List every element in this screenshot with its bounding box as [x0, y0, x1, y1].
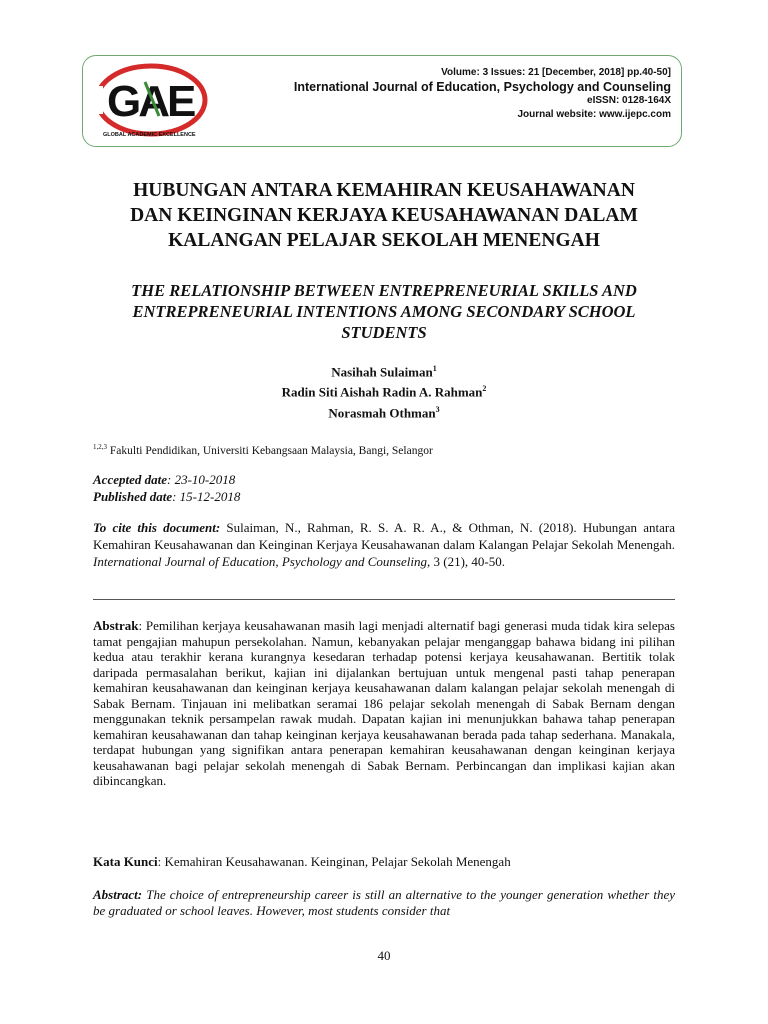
- title-english: [90, 280, 678, 343]
- eissn: eISSN: 0128-164X: [587, 95, 671, 106]
- journal-info: [294, 66, 671, 122]
- title-english-line: ENTREPRENEURIAL INTENTIONS AMONG SECONDARY SCHOOL: [132, 302, 636, 321]
- accepted-date: Accepted date: 23-10-2018: [93, 472, 236, 487]
- volume-info: Volume: 3 Issues: 21 [December, 2018] pp.40-50]: [441, 67, 671, 78]
- journal-name: International Journal of Education, Psychology and Counseling: [293, 80, 671, 94]
- journal-website: Journal website: www.ijepc.com: [517, 109, 671, 120]
- author-list: [90, 360, 678, 421]
- logo-text: GAE: [107, 77, 194, 126]
- title-malay-line: HUBUNGAN ANTARA KEMAHIRAN KEUSAHAWANAN: [133, 180, 635, 201]
- title-english-line: STUDENTS: [341, 323, 427, 342]
- title-malay-line: KALANGAN PELAJAR SEKOLAH MENENGAH: [168, 230, 600, 251]
- logo-subtitle: GLOBAL ACADEMIC EXCELLENCE: [103, 132, 196, 138]
- citation: To cite this document: Sulaiman, N., Rahman, R. S. A. R. A., & Othman, N. (2018). Hubungan antara Kemahiran Keusahawanan dan Keinginan Kerjaya Keusahawanan dalam Kalangan Pelajar Sekolah Menengah. International Journal of Education, Psychology and Counseling, 3 (21), 40-50.: [93, 520, 676, 569]
- title-malay-line: DAN KEINGINAN KERJAYA KEUSAHAWANAN DALAM: [130, 205, 638, 226]
- affiliation: $^{1,2,3}$ Fakulti Pendidikan, Universiti Kebangsaan Malaysia, Bangi, Selangor: [93, 443, 433, 457]
- article-dates: [93, 471, 240, 505]
- abstract-english: Abstract: The choice of entrepreneurship career is still an alternative to the younger generation whether they be graduated or school leaves. However, most students consider that: [93, 887, 675, 918]
- kata-kunci: Kata Kunci: Kemahiran Keusahawanan. Keinginan, Pelajar Sekolah Menengah: [93, 854, 511, 869]
- abstrak-paragraph: Abstrak: Pemilihan kerjaya keusahawanan masih lagi menjadi alternatif bagi generasi muda tidak kira selepas tamat pengajian mahupun persekolahan. Namun, kebanyakan pelajar menganggap bahawa bidang ini pilihan kedua atau terakhir kerana kurangnya kesedaran terhadap potensi kerjaya keusahawanan. Bertitik tolak daripada permasalahan berikut, kajian ini dijalankan bertujuan untuk mengenal pasti tahap penerapan kemahiran keusahawanan dan keinginan kerjaya keusahawanan dalam kalangan pelajar sekolah menengah di Sabak Bernam. Tinjauan ini melibatkan seramai 186 pelajar sekolah menengah di Sabak Bernam dengan menggunakan teknik persampelan rawak mudah. Dapatan kajian ini menunjukkan bahawa tahap penerapan kemahiran keusahawanan dan tahap keinginan kerjaya keusahawanan berada pada tahap sederhana. Manakala, terdapat hubungan yang signifikan antara penerapan kemahiran keusahawanan dengan keinginan kerjaya keusahawanan bagi pelajar sekolah menengah di Sabak Bernam. Perbincangan dan implikasi kajian akan dibincangkan.: [93, 618, 675, 788]
- author: Norasmah Othman$^3$: [328, 404, 440, 420]
- divider: [93, 599, 675, 600]
- gae-logo: [93, 60, 215, 144]
- title-english-line: THE RELATIONSHIP BETWEEN ENTREPRENEURIAL SKILLS AND: [131, 281, 637, 300]
- title-malay: [90, 178, 678, 253]
- published-date: Published date: 15-12-2018: [93, 489, 241, 504]
- journal-header: [82, 55, 682, 147]
- author: Radin Siti Aishah Radin A. Rahman$^2$: [281, 384, 487, 400]
- page-number: 40: [377, 948, 391, 963]
- author: Nasihah Sulaiman$^1$: [331, 364, 437, 380]
